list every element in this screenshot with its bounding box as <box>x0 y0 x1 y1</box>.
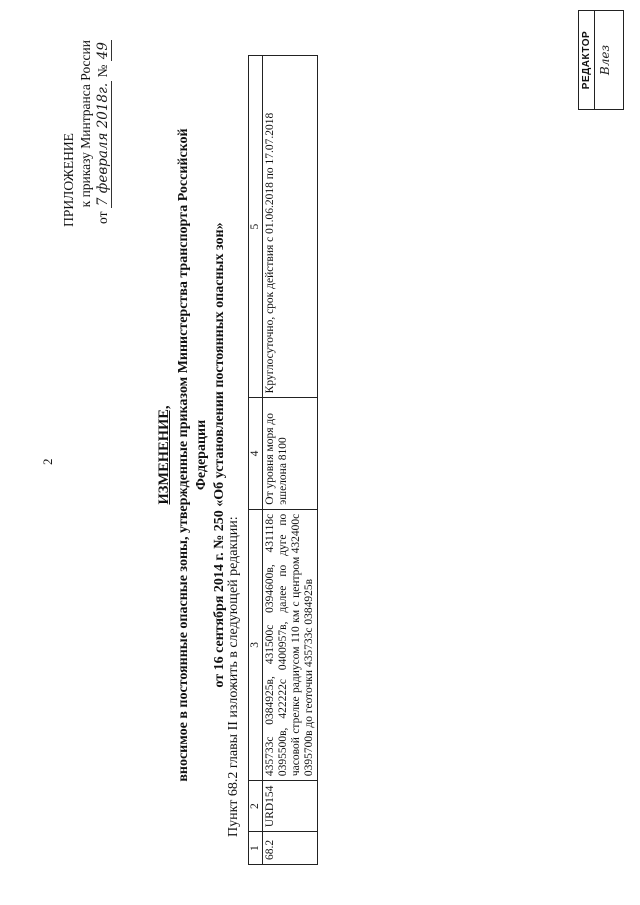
col-header-2: 2 <box>249 781 263 832</box>
editor-stamp <box>578 10 624 110</box>
cell-validity: Круглосуточно, срок действия с 01.06.2018 по 17.07.2018 <box>263 56 318 398</box>
appendix-heading: ПРИЛОЖЕНИЕ <box>61 133 76 227</box>
title-line-2: от 16 сентября 2014 г. № 250 «Об установлении постоянных опасных зон» <box>212 222 227 688</box>
cell-altitude: От уровня моря до эшелона 8100 <box>263 398 318 509</box>
cell-boundary: 435733с 0384925в, 431500с 0394600в, 431118с 0395500в, 422222с 0400957в, далее по дуге по часовой стрелке радиусом 110 км с центром 432400с 0395700в до геоточки 435733с 0384925в <box>263 509 318 780</box>
handwritten-number: 49 <box>95 42 111 60</box>
page-number: 2 <box>40 458 55 465</box>
cell-item-number: 68.2 <box>263 832 318 865</box>
col-header-4: 4 <box>249 398 263 509</box>
handwritten-date: 7 февраля 2018г. <box>95 82 111 207</box>
col-header-3: 3 <box>249 509 263 780</box>
cell-zone-code: URD154 <box>263 781 318 832</box>
title-heading: ИЗМЕНЕНИЕ, <box>156 405 172 505</box>
intro-text: Пункт 68.2 главы II изложить в следующей редакции: <box>226 516 241 837</box>
table-row <box>263 56 318 865</box>
appendix-date-line <box>94 40 112 320</box>
appendix-block <box>60 40 112 320</box>
date-prefix: от <box>95 211 110 224</box>
appendix-order-ref: к приказу Минтранса России <box>78 40 93 208</box>
stamp-label: РЕДАКТОР <box>579 11 595 109</box>
document-title <box>155 95 229 815</box>
danger-zone-table <box>248 55 318 865</box>
col-header-5: 5 <box>249 56 263 398</box>
stamp-signature: Влез <box>598 44 612 76</box>
col-header-1: 1 <box>249 832 263 865</box>
table-header-row <box>249 56 263 865</box>
number-prefix: № <box>95 64 110 78</box>
title-line-1: вносимое в постоянные опасные зоны, утвержденные приказом Министерства транспорта Российской Федерации <box>176 128 209 782</box>
